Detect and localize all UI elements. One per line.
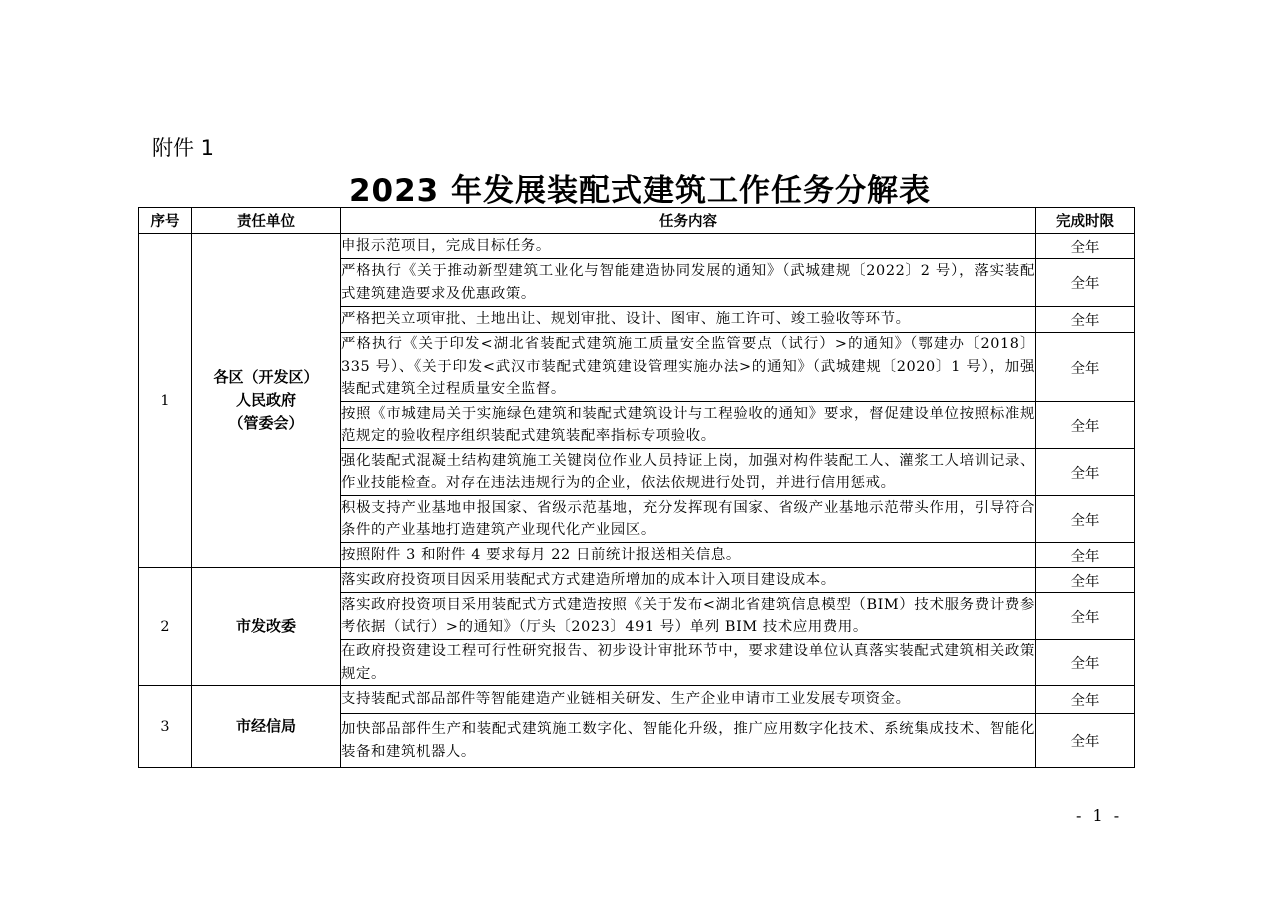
task-content: 按照《市城建局关于实施绿色建筑和装配式建筑设计与工程验收的通知》要求，督促建设单位按照标准规范规定的验收程序组织装配式建筑装配率指标专项验收。 (341, 402, 1036, 449)
task-deadline: 全年 (1036, 714, 1135, 768)
task-deadline: 全年 (1036, 449, 1135, 496)
unit-line: 市经信局 (235, 717, 296, 735)
responsible-unit (192, 234, 341, 568)
responsible-unit (192, 686, 341, 768)
task-deadline: 全年 (1036, 568, 1135, 593)
task-content: 强化装配式混凝土结构建筑施工关键岗位作业人员持证上岗，加强对构件装配工人、灌浆工人培训记录、作业技能检查。对存在违法违规行为的企业，依法依规进行处罚，并进行信用惩戒。 (341, 449, 1036, 496)
task-content: 加快部品部件生产和装配式建筑施工数字化、智能化升级，推广应用数字化技术、系统集成技术、智能化装备和建筑机器人。 (341, 714, 1036, 768)
task-content: 申报示范项目，完成目标任务。 (341, 234, 1036, 259)
attachment-label: 附件 1 (152, 136, 215, 160)
table-row (139, 568, 1135, 593)
task-deadline: 全年 (1036, 496, 1135, 543)
header-unit: 责任单位 (192, 208, 341, 234)
table-row (139, 686, 1135, 714)
task-deadline: 全年 (1036, 593, 1135, 640)
unit-line: 人民政府 (235, 391, 296, 409)
group-number: 2 (139, 568, 192, 686)
group-number: 1 (139, 234, 192, 568)
task-content: 严格把关立项审批、土地出让、规划审批、设计、图审、施工许可、竣工验收等环节。 (341, 307, 1036, 333)
task-deadline: 全年 (1036, 402, 1135, 449)
task-content: 落实政府投资项目因采用装配式方式建造所增加的成本计入项目建设成本。 (341, 568, 1036, 593)
responsible-unit (192, 568, 341, 686)
task-deadline: 全年 (1036, 307, 1135, 333)
task-content: 在政府投资建设工程可行性研究报告、初步设计审批环节中，要求建设单位认真落实装配式建筑相关政策规定。 (341, 640, 1036, 686)
task-deadline: 全年 (1036, 640, 1135, 686)
task-content: 积极支持产业基地申报国家、省级示范基地，充分发挥现有国家、省级产业基地示范带头作用，引导符合条件的产业基地打造建筑产业现代化产业园区。 (341, 496, 1036, 543)
task-content: 按照附件 3 和附件 4 要求每月 22 日前统计报送相关信息。 (341, 543, 1036, 568)
task-content: 支持装配式部品部件等智能建造产业链相关研发、生产企业申请市工业发展专项资金。 (341, 686, 1036, 714)
task-content: 严格执行《关于推动新型建筑工业化与智能建造协同发展的通知》（武城建规〔2022〕2 号），落实装配式建筑建造要求及优惠政策。 (341, 259, 1036, 307)
task-deadline: 全年 (1036, 333, 1135, 402)
unit-line: （管委会） (228, 414, 304, 432)
page-number: - 1 - (1076, 806, 1123, 825)
task-deadline: 全年 (1036, 259, 1135, 307)
header-content: 任务内容 (341, 208, 1036, 234)
task-content: 落实政府投资项目采用装配式方式建造按照《关于发布<湖北省建筑信息模型（BIM）技术服务费计费参考依据（试行）>的通知》（厅头〔2023〕491 号）单列 BIM 技术应用费用。 (341, 593, 1036, 640)
table-row (139, 234, 1135, 259)
header-deadline: 完成时限 (1036, 208, 1135, 234)
task-deadline: 全年 (1036, 543, 1135, 568)
unit-line: 市发改委 (235, 617, 296, 635)
table-header-row (139, 208, 1135, 234)
document-title: 2023 年发展装配式建筑工作任务分解表 (348, 173, 932, 209)
task-deadline: 全年 (1036, 234, 1135, 259)
task-deadline: 全年 (1036, 686, 1135, 714)
task-table (138, 207, 1135, 768)
task-content: 严格执行《关于印发<湖北省装配式建筑施工质量安全监管要点（试行）>的通知》（鄂建办〔2018〕335 号）、《关于印发<武汉市装配式建筑建设管理实施办法>的通知》（武城建规〔2020〕1 号），加强装配式建筑全过程质量安全监督。 (341, 333, 1036, 402)
header-number: 序号 (139, 208, 192, 234)
unit-line: 各区（开发区） (213, 368, 319, 386)
group-number: 3 (139, 686, 192, 768)
